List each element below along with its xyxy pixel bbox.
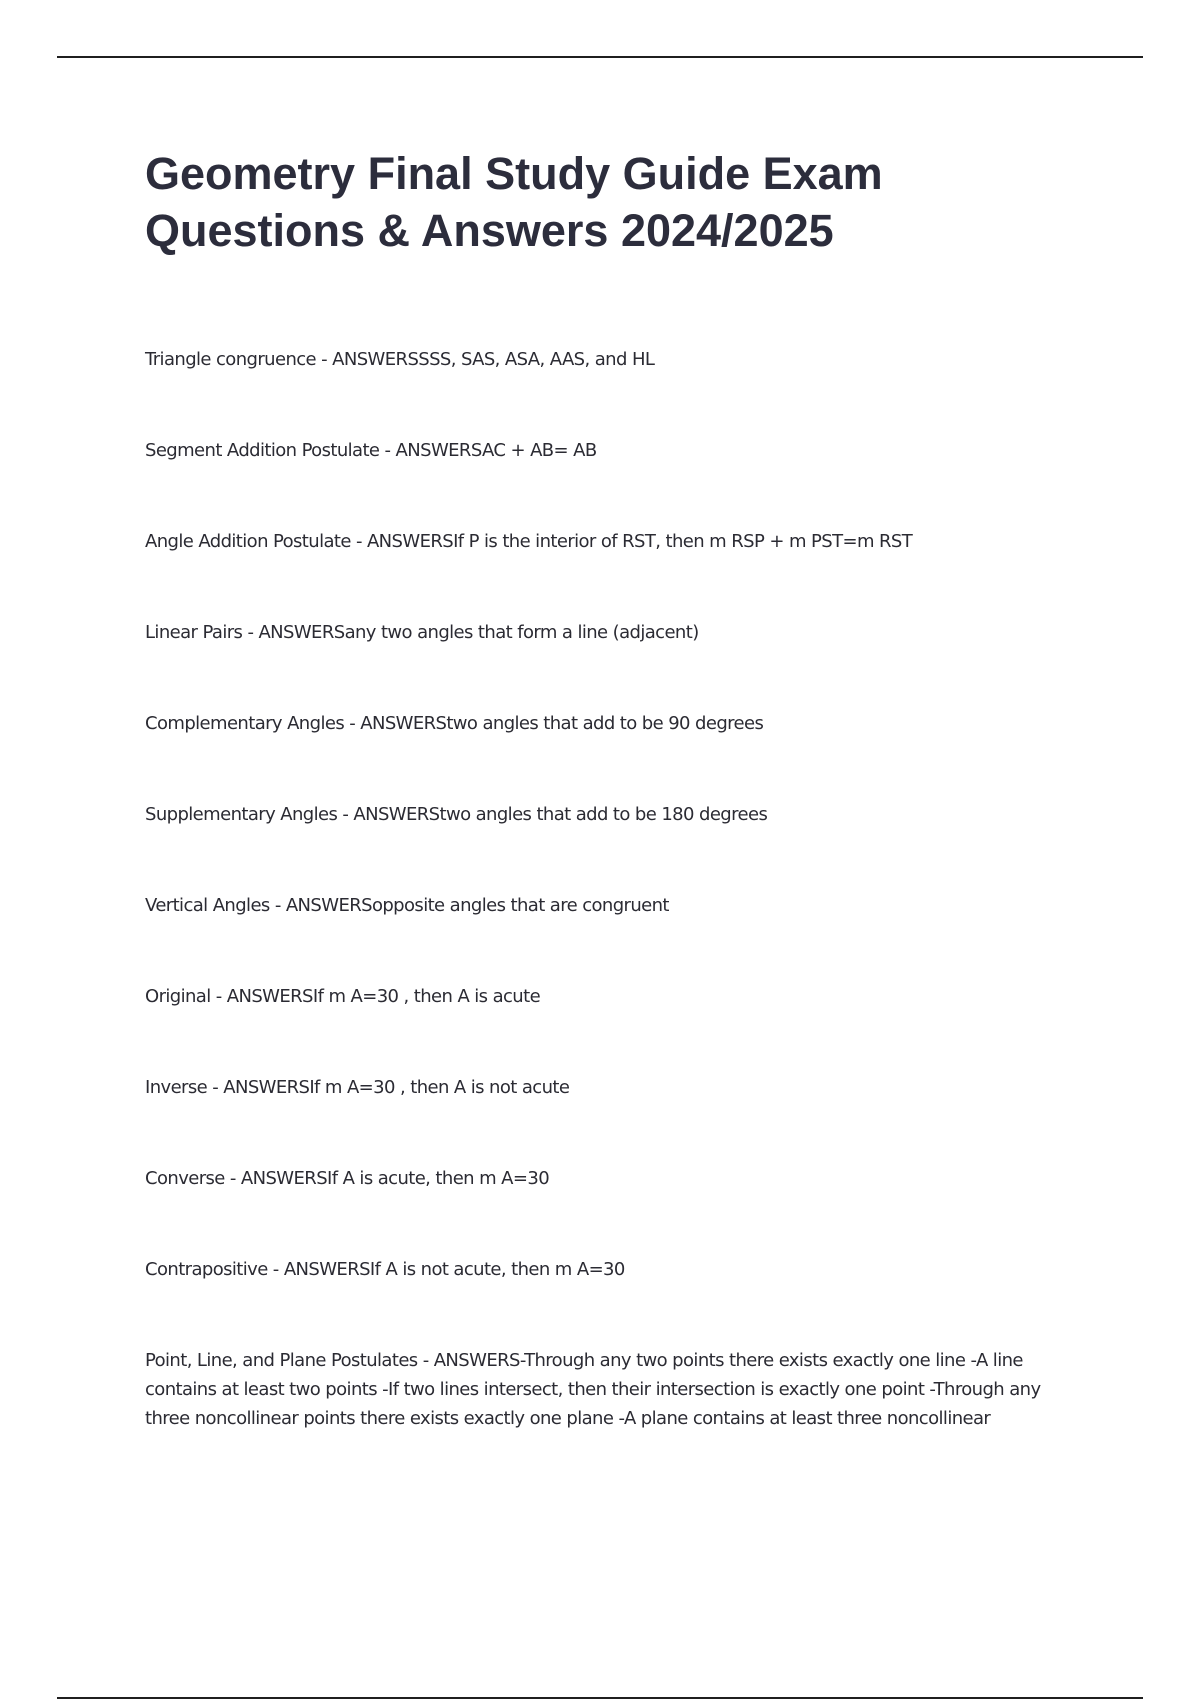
document-title: Geometry Final Study Guide Exam Questions & Answers 2024/2025 (145, 148, 883, 256)
qa-item: Inverse - ANSWERSIf m A=30 , then A is not acute (145, 1077, 570, 1098)
footer-rule (57, 1697, 1143, 1699)
qa-item: Converse - ANSWERSIf A is acute, then m A=30 (145, 1168, 550, 1189)
header-rule (57, 56, 1143, 58)
qa-item: Vertical Angles - ANSWERSopposite angles that are congruent (145, 895, 669, 916)
qa-list (145, 345, 1080, 1497)
qa-item: Segment Addition Postulate - ANSWERSAC + AB= AB (145, 440, 597, 461)
qa-item: Point, Line, and Plane Postulates - ANSWERS-Through any two points there exists exactly one line -A line contains at least two points -If two lines intersect, then their intersection is exactly one point -Through any three noncollinear points there exists exactly one plane -A plane contains at least three noncollinear (145, 1350, 1041, 1429)
qa-item: Linear Pairs - ANSWERSany two angles that form a line (adjacent) (145, 622, 699, 643)
qa-item: Supplementary Angles - ANSWERStwo angles that add to be 180 degrees (145, 804, 768, 825)
qa-item: Contrapositive - ANSWERSIf A is not acute, then m A=30 (145, 1259, 625, 1280)
qa-item: Complementary Angles - ANSWERStwo angles that add to be 90 degrees (145, 713, 764, 734)
qa-item: Angle Addition Postulate - ANSWERSIf P is the interior of RST, then m RSP + m PST=m RST (145, 531, 913, 552)
qa-item: Original - ANSWERSIf m A=30 , then A is acute (145, 986, 541, 1007)
qa-item: Triangle congruence - ANSWERSSSS, SAS, ASA, AAS, and HL (145, 349, 655, 370)
